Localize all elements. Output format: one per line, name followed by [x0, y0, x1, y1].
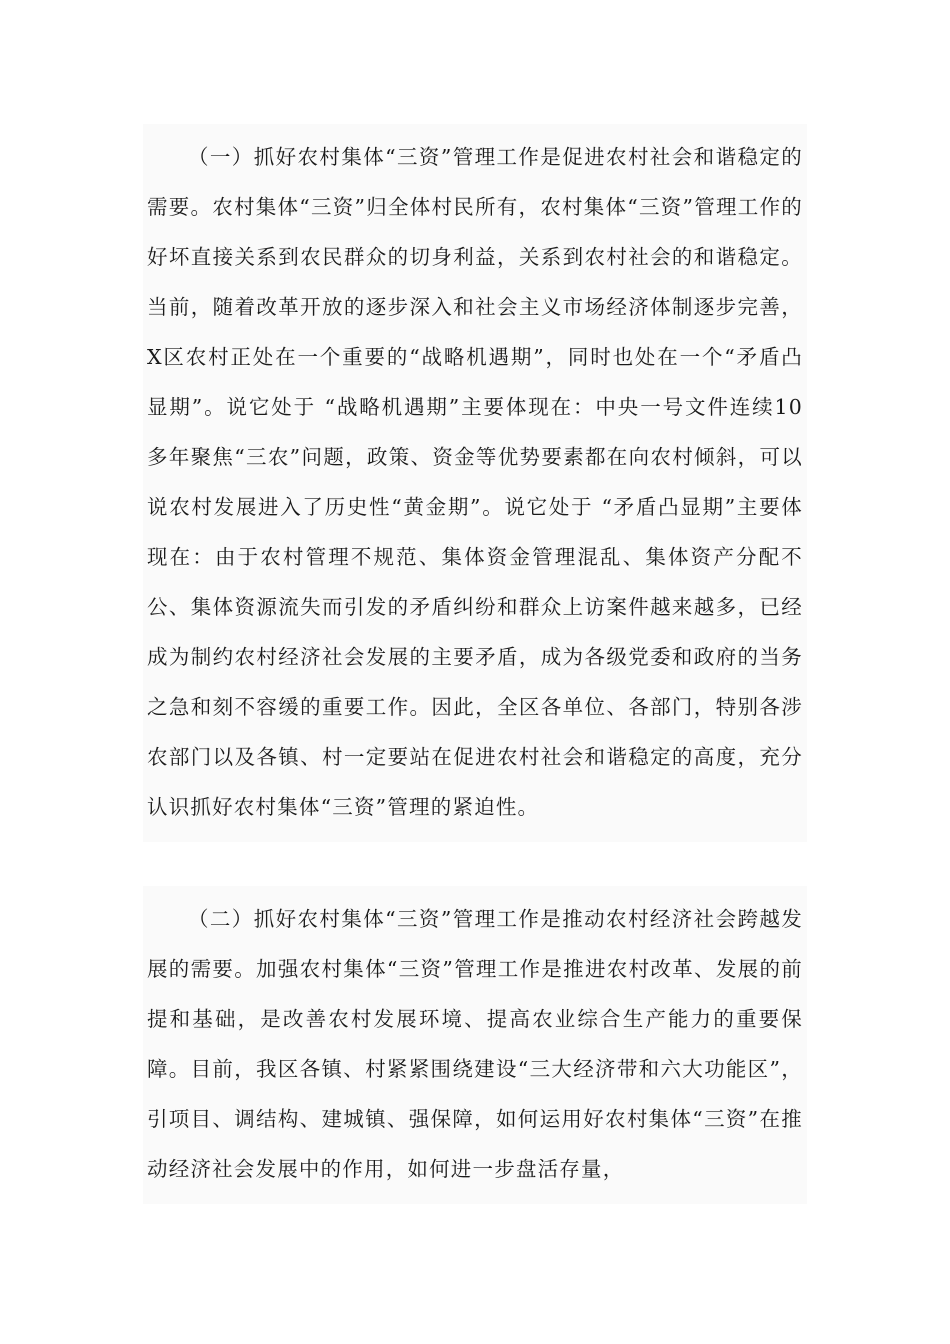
text-block-2 [143, 886, 807, 1204]
text-block-1 [143, 124, 807, 842]
paragraph-2: （二）抓好农村集体“三资”管理工作是推动农村经济社会跨越发展的需要。加强农村集体“三资”管理工作是推进农村改革、发展的前提和基础，是改善农村发展环境、提高农业综合生产能力的重要保障。目前，我区各镇、村紧紧围绕建设“三大经济带和六大功能区”，引项目、调结构、建城镇、强保障，如何运用好农村集体“三资”在推动经济社会发展中的作用，如何进一步盘活存量， [147, 907, 803, 1181]
paragraph-1: （一）抓好农村集体“三资”管理工作是促进农村社会和谐稳定的需要。农村集体“三资”归全体村民所有，农村集体“三资”管理工作的好坏直接关系到农民群众的切身利益，关系到农村社会的和谐稳定。当前，随着改革开放的逐步深入和社会主义市场经济体制逐步完善，X区农村正处在一个重要的“战略机遇期”，同时也处在一个“矛盾凸显期”。说它处于 “战略机遇期”主要体现在：中央一号文件连续10多年聚焦“三农”问题，政策、资金等优势要素都在向农村倾斜，可以说农村发展进入了历史性“黄金期”。说它处于 “矛盾凸显期”主要体现在：由于农村管理不规范、集体资金管理混乱、集体资产分配不公、集体资源流失而引发的矛盾纠纷和群众上访案件越来越多，已经成为制约农村经济社会发展的主要矛盾，成为各级党委和政府的当务之急和刻不容缓的重要工作。因此，全区各单位、各部门，特别各涉农部门以及各镇、村一定要站在促进农村社会和谐稳定的高度，充分认识抓好农村集体“三资”管理的紧迫性。 [147, 145, 803, 819]
